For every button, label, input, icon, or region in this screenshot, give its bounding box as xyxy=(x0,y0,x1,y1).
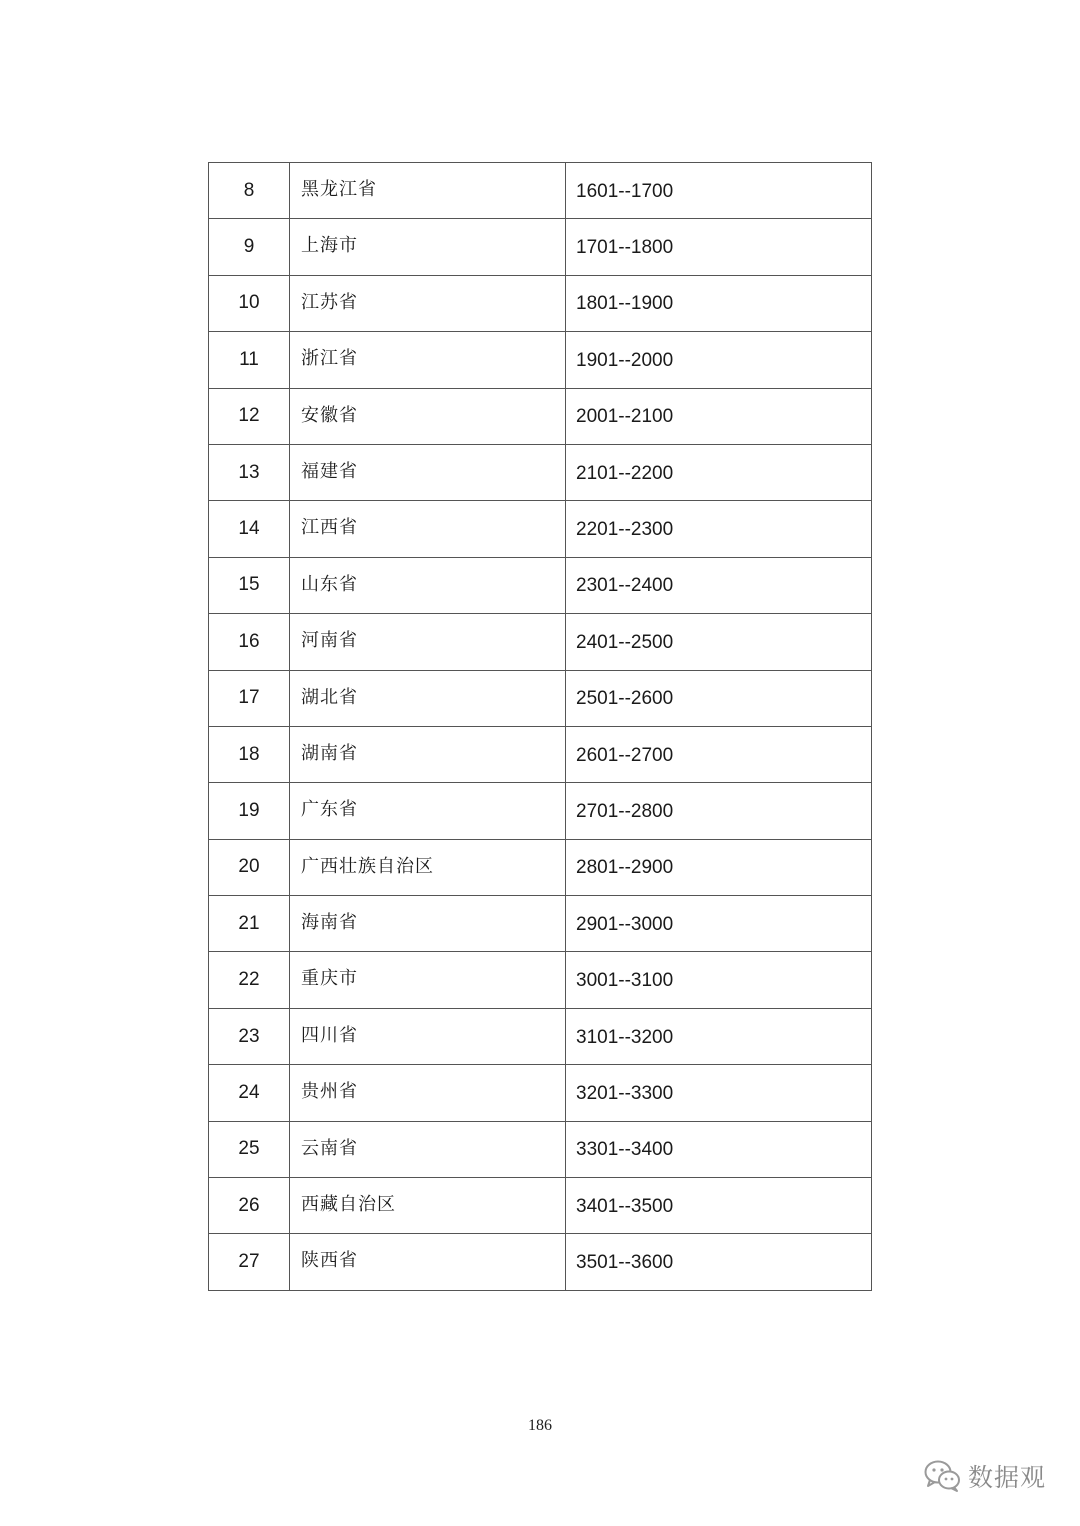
table-row xyxy=(209,388,872,444)
row-range: 3101--3200 xyxy=(576,1026,674,1048)
row-range: 2501--2600 xyxy=(576,688,674,710)
row-region-cell xyxy=(290,839,566,895)
row-index: 22 xyxy=(209,952,290,1008)
row-region: 云南省 xyxy=(301,1137,358,1159)
row-range-cell xyxy=(566,614,872,670)
row-region: 浙江省 xyxy=(301,348,358,370)
row-region: 安徽省 xyxy=(301,404,358,426)
row-region: 上海市 xyxy=(301,235,358,257)
row-range-cell xyxy=(566,501,872,557)
row-region: 湖南省 xyxy=(301,742,358,764)
table-row xyxy=(209,1065,872,1121)
row-index: 25 xyxy=(209,1121,290,1177)
row-range-cell xyxy=(566,896,872,952)
row-range: 2101--2200 xyxy=(576,462,674,484)
row-index: 8 xyxy=(209,163,290,219)
row-index: 23 xyxy=(209,1008,290,1064)
row-range-cell xyxy=(566,783,872,839)
table-row xyxy=(209,1234,872,1290)
row-region-cell xyxy=(290,952,566,1008)
row-region-cell xyxy=(290,614,566,670)
row-region-cell xyxy=(290,444,566,500)
row-region: 黑龙江省 xyxy=(301,179,377,200)
row-range: 2801--2900 xyxy=(576,857,674,879)
row-region-cell xyxy=(290,1008,566,1064)
row-range: 2901--3000 xyxy=(576,913,674,935)
table-row xyxy=(209,444,872,500)
watermark xyxy=(924,1458,1046,1494)
row-index: 21 xyxy=(209,896,290,952)
row-range-cell xyxy=(566,1234,872,1290)
row-region-cell xyxy=(290,557,566,613)
row-range-cell xyxy=(566,219,872,275)
table-row xyxy=(209,275,872,331)
row-range-cell xyxy=(566,1121,872,1177)
row-range-cell xyxy=(566,1065,872,1121)
row-range: 1601--1700 xyxy=(576,180,674,202)
row-range: 3201--3300 xyxy=(576,1082,674,1104)
row-region-cell xyxy=(290,1178,566,1234)
row-range-cell xyxy=(566,1178,872,1234)
row-region-cell xyxy=(290,726,566,782)
row-region-cell xyxy=(290,1065,566,1121)
row-region: 海南省 xyxy=(301,912,358,934)
row-region-cell xyxy=(290,163,566,219)
table-body xyxy=(209,163,872,1291)
table-row xyxy=(209,1178,872,1234)
region-code-table xyxy=(208,162,872,1291)
row-region: 广东省 xyxy=(301,799,358,821)
row-range-cell xyxy=(566,163,872,219)
row-range-cell xyxy=(566,388,872,444)
row-range: 2601--2700 xyxy=(576,744,674,766)
row-index: 11 xyxy=(209,332,290,388)
table-row xyxy=(209,1008,872,1064)
page-number: 186 xyxy=(528,1417,552,1434)
table-row xyxy=(209,726,872,782)
row-region-cell xyxy=(290,1234,566,1290)
table-row xyxy=(209,839,872,895)
row-index: 26 xyxy=(209,1178,290,1234)
table-row xyxy=(209,557,872,613)
row-region: 福建省 xyxy=(301,460,358,482)
row-region: 山东省 xyxy=(301,573,358,595)
table-row xyxy=(209,219,872,275)
table-row xyxy=(209,614,872,670)
row-range: 2001--2100 xyxy=(576,406,674,428)
watermark-text: 数据观 xyxy=(967,1463,1046,1492)
table-row xyxy=(209,163,872,219)
row-range: 2701--2800 xyxy=(576,800,674,822)
row-region: 四川省 xyxy=(301,1024,358,1046)
row-index: 13 xyxy=(209,444,290,500)
row-index: 18 xyxy=(209,726,290,782)
row-region-cell xyxy=(290,783,566,839)
row-index: 12 xyxy=(209,388,290,444)
row-region: 河南省 xyxy=(301,630,358,652)
row-index: 17 xyxy=(209,670,290,726)
row-index: 16 xyxy=(209,614,290,670)
table-row xyxy=(209,952,872,1008)
row-range: 3001--3100 xyxy=(576,970,674,992)
row-range: 3401--3500 xyxy=(576,1195,674,1217)
wechat-icon xyxy=(924,1459,962,1493)
row-range-cell xyxy=(566,444,872,500)
row-region: 重庆市 xyxy=(301,968,358,990)
row-range: 2301--2400 xyxy=(576,575,674,597)
row-range-cell xyxy=(566,332,872,388)
row-range-cell xyxy=(566,839,872,895)
row-index: 10 xyxy=(209,275,290,331)
row-range: 2401--2500 xyxy=(576,631,674,653)
table-row xyxy=(209,896,872,952)
row-region-cell xyxy=(290,501,566,557)
row-region-cell xyxy=(290,219,566,275)
row-range: 1901--2000 xyxy=(576,349,674,371)
row-index: 27 xyxy=(209,1234,290,1290)
row-index: 24 xyxy=(209,1065,290,1121)
row-range: 3501--3600 xyxy=(576,1252,674,1274)
table-row xyxy=(209,1121,872,1177)
row-range: 1701--1800 xyxy=(576,237,674,259)
row-region-cell xyxy=(290,388,566,444)
row-index: 20 xyxy=(209,839,290,895)
table-row xyxy=(209,332,872,388)
row-region: 陕西省 xyxy=(301,1250,358,1272)
row-region: 江西省 xyxy=(301,517,358,539)
row-range: 3301--3400 xyxy=(576,1139,674,1161)
row-region-cell xyxy=(290,670,566,726)
row-index: 19 xyxy=(209,783,290,839)
row-region: 江苏省 xyxy=(301,291,358,313)
row-region: 西藏自治区 xyxy=(301,1194,396,1216)
row-index: 14 xyxy=(209,501,290,557)
table-row xyxy=(209,501,872,557)
row-range-cell xyxy=(566,557,872,613)
table-row xyxy=(209,670,872,726)
row-range: 2201--2300 xyxy=(576,519,674,541)
row-range: 1801--1900 xyxy=(576,293,674,315)
row-region-cell xyxy=(290,275,566,331)
row-region-cell xyxy=(290,332,566,388)
row-range-cell xyxy=(566,1008,872,1064)
row-region-cell xyxy=(290,1121,566,1177)
row-region: 贵州省 xyxy=(301,1081,358,1103)
row-region-cell xyxy=(290,896,566,952)
row-range-cell xyxy=(566,726,872,782)
row-index: 15 xyxy=(209,557,290,613)
row-region: 湖北省 xyxy=(301,686,358,708)
table-row xyxy=(209,783,872,839)
row-range-cell xyxy=(566,670,872,726)
row-region: 广西壮族自治区 xyxy=(301,855,434,877)
row-index: 9 xyxy=(209,219,290,275)
row-range-cell xyxy=(566,952,872,1008)
row-range-cell xyxy=(566,275,872,331)
